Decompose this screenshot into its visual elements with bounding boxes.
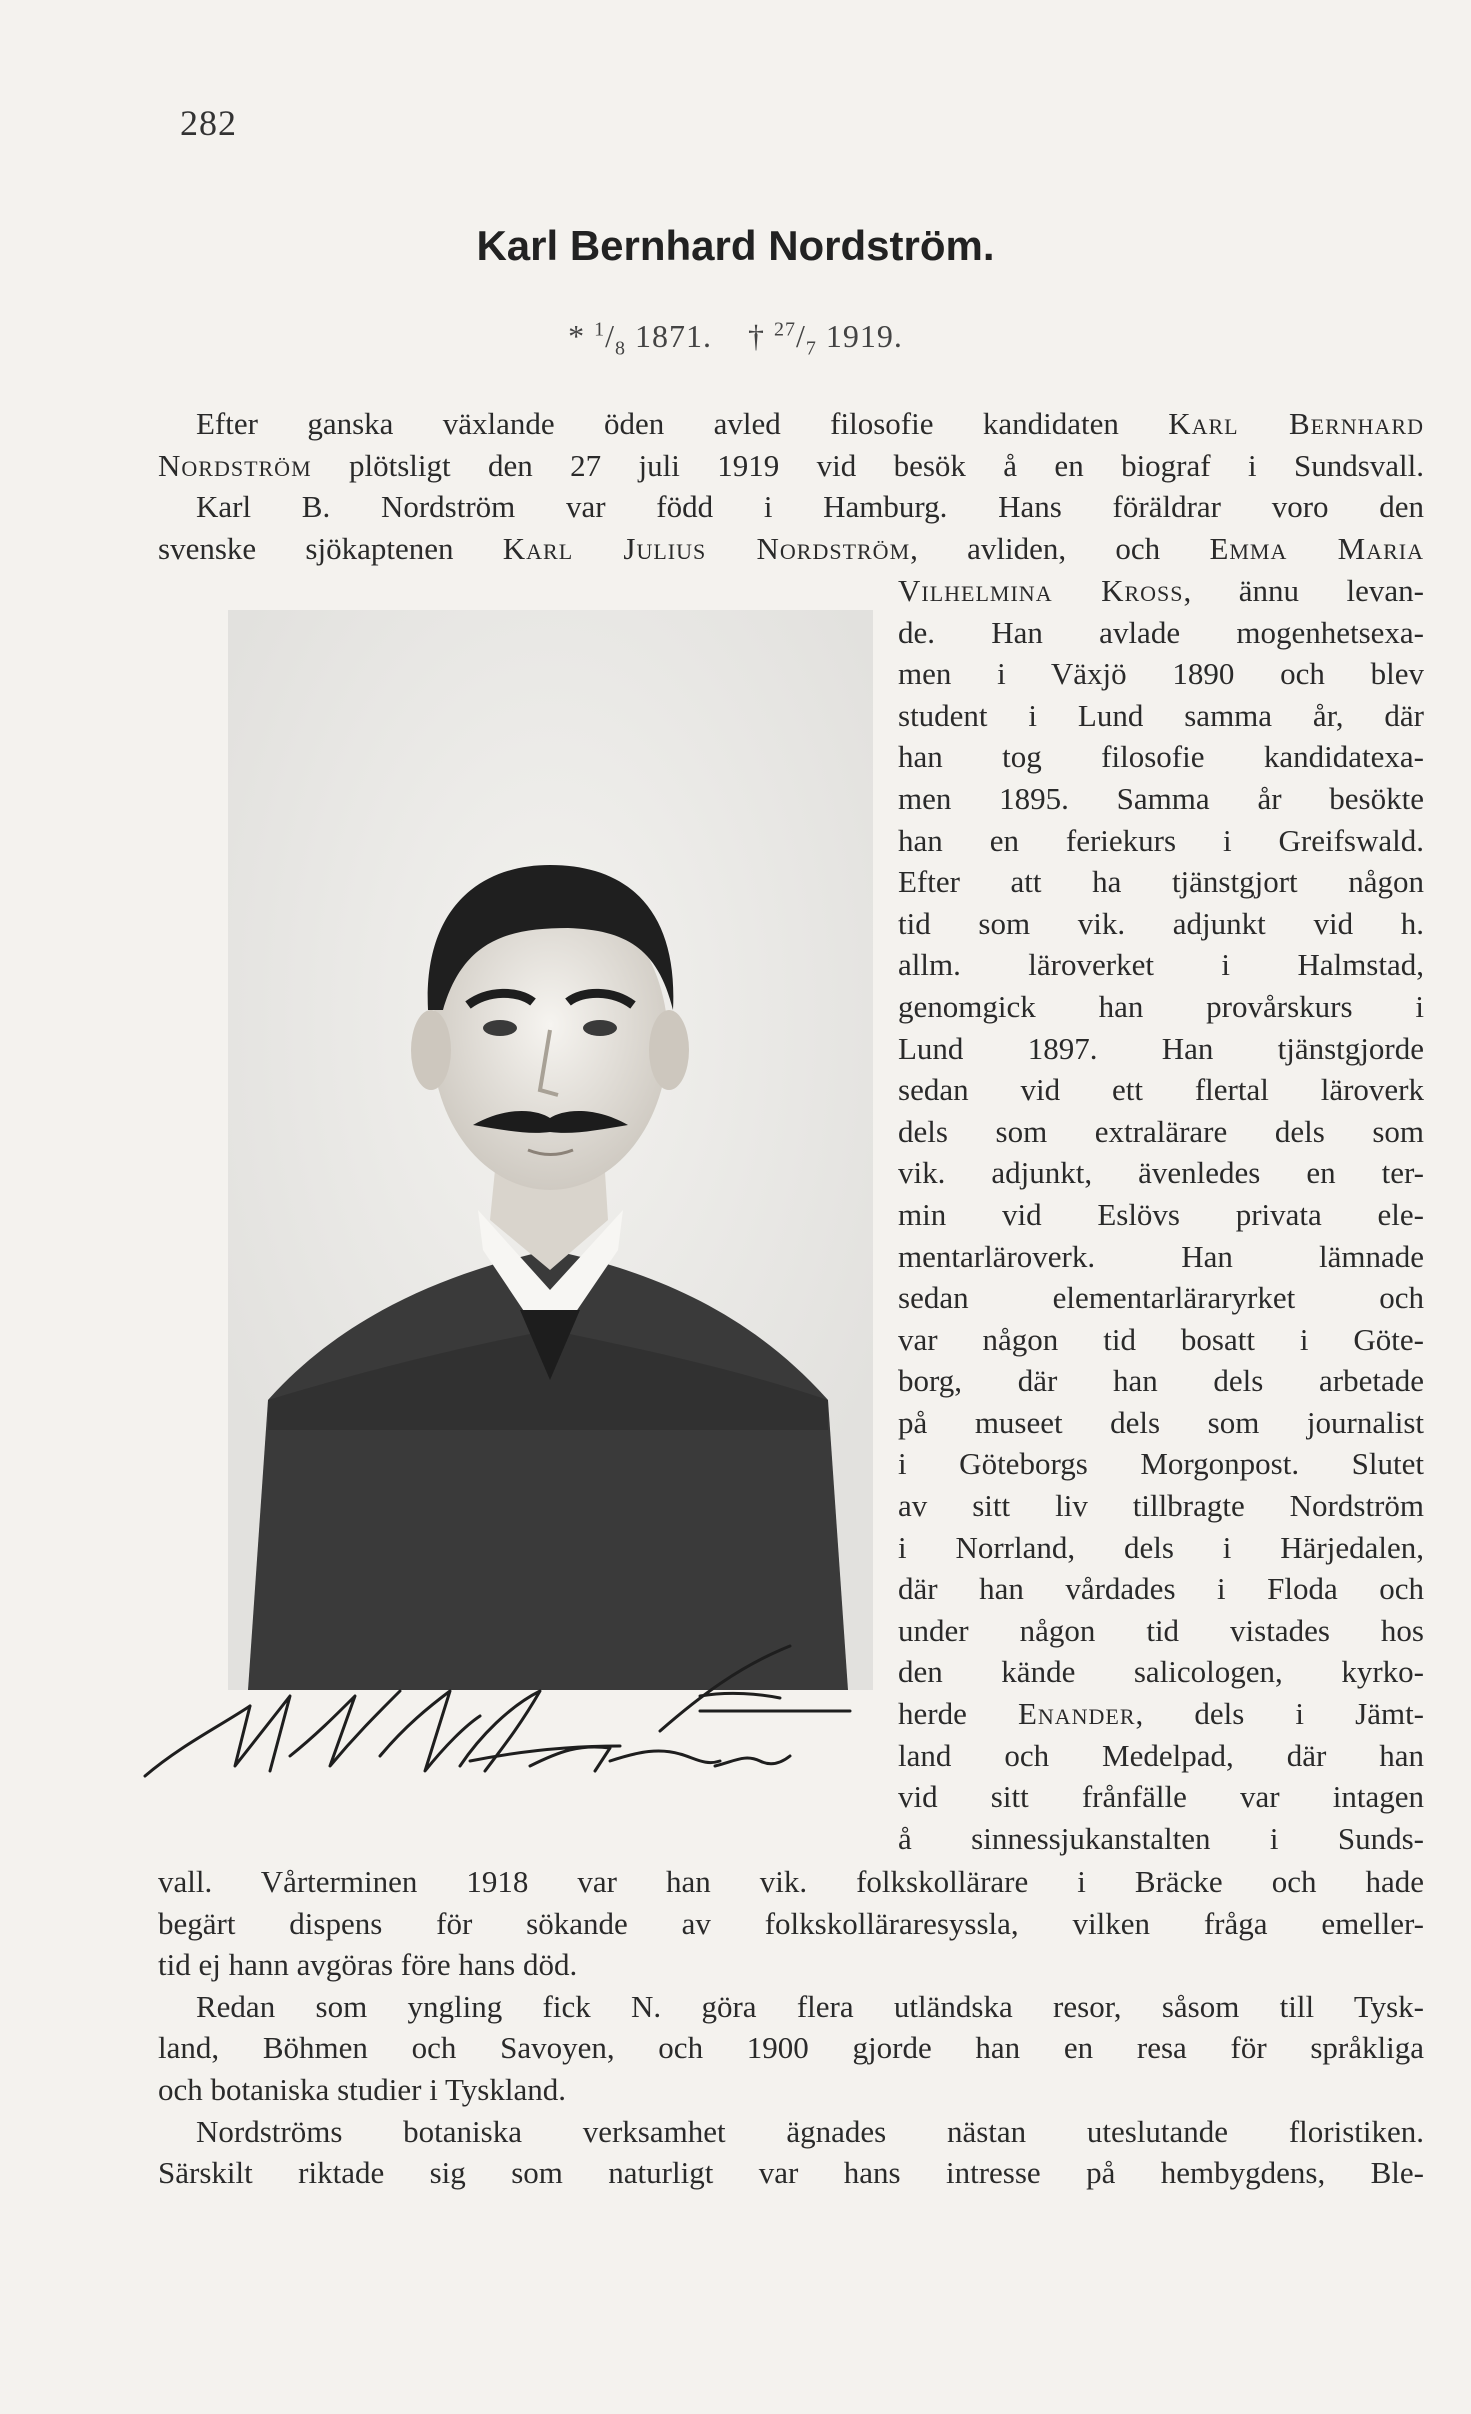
- text-line: Nordströms botaniska verksamhet ägnades nästan uteslutande floristiken.: [196, 2113, 1424, 2149]
- text-line: mentarläroverk. Han lämnade: [898, 1238, 1424, 1274]
- text-line: å sinnessjukanstalten i Sunds-: [898, 1820, 1424, 1856]
- continuation-paragraphs: [158, 1861, 1424, 2194]
- text-line: land, Böhmen och Savoyen, och 1900 gjorde han en resa för språkliga: [158, 2030, 1424, 2066]
- text-line: de. Han avlade mogenhetsexa-: [898, 614, 1424, 650]
- death-day: 27: [774, 318, 796, 341]
- text-line: borg, där han dels arbetade: [898, 1363, 1424, 1399]
- text-line: herde Enander, dels i Jämt-: [898, 1696, 1424, 1732]
- text-line: Efter ganska växlande öden avled filosofie kandidaten Karl Bernhard: [196, 406, 1424, 441]
- text-line: Karl B. Nordström var född i Hamburg. Hans föräldrar voro den: [196, 489, 1424, 525]
- text-line: men i Växjö 1890 och blev: [898, 656, 1424, 692]
- text-line: genomgick han provårskurs i: [898, 988, 1424, 1024]
- text-line: student i Lund samma år, där: [898, 697, 1424, 733]
- text-line: men 1895. Samma år besökte: [898, 780, 1424, 816]
- text-line: dels som extralärare dels som: [898, 1113, 1424, 1149]
- text-line: tid som vik. adjunkt vid h.: [898, 905, 1424, 941]
- text-line: i Göteborgs Morgonpost. Slutet: [898, 1446, 1424, 1482]
- text-line: och botaniska studier i Tyskland.: [158, 2071, 566, 2107]
- text-line: allm. läroverket i Halmstad,: [898, 947, 1424, 983]
- text-line: där han vårdades i Floda och: [898, 1571, 1424, 1607]
- death-month: 7: [805, 337, 817, 360]
- text-line: min vid Eslövs privata ele-: [898, 1196, 1424, 1232]
- text-line: var någon tid bosatt i Göte-: [898, 1321, 1424, 1357]
- text-line: Redan som yngling fick N. göra flera utländska resor, såsom till Tysk-: [196, 1988, 1424, 2024]
- text-line: under någon tid vistades hos: [898, 1612, 1424, 1648]
- text-line: land och Medelpad, där han: [898, 1737, 1424, 1773]
- birth-day: 1: [594, 318, 606, 341]
- intro-paragraph: [158, 403, 1424, 569]
- page-number: 282: [180, 103, 237, 143]
- death-year: 1919.: [825, 318, 903, 354]
- text-line: Efter att ha tjänstgjort någon: [898, 864, 1424, 900]
- signature-image: [140, 1636, 870, 1786]
- text-line: sedan elementarläraryrket och: [898, 1280, 1424, 1316]
- text-line: vid sitt frånfälle var intagen: [898, 1779, 1424, 1815]
- life-dates: [0, 318, 1471, 360]
- text-line: på museet dels som journalist: [898, 1404, 1424, 1440]
- death-symbol: †: [748, 318, 765, 354]
- birth-symbol: *: [568, 318, 586, 354]
- portrait-photo: [228, 610, 873, 1690]
- text-line: Nordström plötsligt den 27 juli 1919 vid besök å en biograf i Sundsvall.: [158, 447, 1424, 483]
- birth-date-fraction: $^1/_8$: [594, 318, 626, 360]
- text-line: tid ej hann avgöras före hans död.: [158, 1947, 578, 1983]
- text-line: den kände salicologen, kyrko-: [898, 1654, 1424, 1690]
- birth-month: 8: [615, 337, 626, 360]
- portrait-drawing: [228, 610, 873, 1690]
- text-line: av sitt liv tillbragte Nordström: [898, 1488, 1424, 1524]
- text-line: Lund 1897. Han tjänstgjorde: [898, 1030, 1424, 1066]
- text-line: han tog filosofie kandidatexa-: [898, 739, 1424, 775]
- text-line: svenske sjökaptenen Karl Julius Nordström, avliden, och Emma Maria: [158, 530, 1424, 566]
- biography-title: Karl Bernhard Nordström.: [476, 222, 995, 269]
- text-line: han en feriekurs i Greifswald.: [898, 822, 1424, 858]
- text-line: vall. Vårterminen 1918 var han vik. folkskollärare i Bräcke och hade: [158, 1864, 1424, 1899]
- text-line: Vilhelmina Kross, ännu levan-: [898, 573, 1425, 608]
- text-line: i Norrland, dels i Härjedalen,: [898, 1529, 1424, 1565]
- text-line: vik. adjunkt, ävenledes en ter-: [898, 1155, 1424, 1191]
- text-line: sedan vid ett flertal läroverk: [898, 1072, 1424, 1108]
- text-line: begärt dispens för sökande av folkskolläraresyssla, vilken fråga emeller-: [158, 1905, 1424, 1941]
- text-line: Särskilt riktade sig som naturligt var hans intresse på hembygdens, Ble-: [158, 2155, 1424, 2191]
- death-date-fraction: $^{27}/_7$: [774, 318, 817, 360]
- birth-year: 1871.: [635, 318, 712, 354]
- column-paragraph: [898, 570, 1424, 1859]
